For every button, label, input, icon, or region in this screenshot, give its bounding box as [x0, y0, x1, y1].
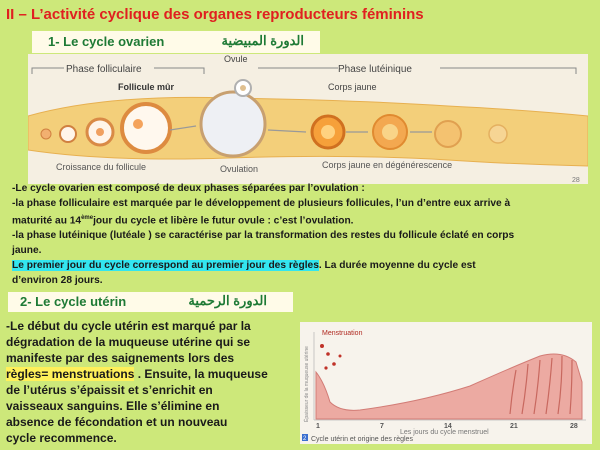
ovule-label: Ovule: [224, 54, 248, 64]
figure-corner-mark: 28: [572, 177, 580, 184]
uterine-lining: [316, 354, 582, 419]
follicule-mur-label: Follicule mûr: [118, 82, 175, 92]
ovulation-label: Ovulation: [220, 164, 259, 174]
text-line: -Le cycle ovarien est composé de deux phases séparées par l’ovulation :: [12, 183, 365, 194]
text-line: -la phase lutéinique (lutéale ) se caractérise par la transformation des restes du follicule éclaté en corps: [12, 230, 515, 242]
highlighted-text: Le premier jour du cycle correspond au premier jour des règles: [12, 260, 319, 272]
x-axis-label: Les jours du cycle menstruel: [400, 429, 489, 436]
text-fragment: . La durée moyenne du cycle est: [318, 260, 476, 272]
text-line: -Le début du cycle utérin est marqué par la: [6, 319, 251, 333]
figure-caption: Cycle utérin et origine des règles: [311, 436, 413, 443]
superscript-ordinal: ème: [81, 215, 94, 221]
phase-folliculaire-label: Phase folliculaire: [66, 64, 142, 75]
corps-jaune-degen-label: Corps jaune en dégénérescence: [322, 160, 453, 170]
text-fragment: maturité au 14: [12, 215, 82, 227]
figure-number: 2: [303, 436, 307, 442]
section-heading-arabic: الدورة المبيضية: [221, 33, 304, 48]
x-tick-label: 28: [570, 423, 578, 430]
uterine-cycle-text: [6, 318, 298, 446]
page-title: II – L’activité cyclique des organes reproducteurs féminins: [6, 6, 424, 23]
text-line: manifeste par des saignements lors des: [6, 351, 235, 365]
y-axis-label: Épaisseur de la muqueuse utérine: [304, 346, 310, 422]
section-heading-label: 1- Le cycle ovarien: [48, 34, 165, 49]
text-line: de l’utérus s’épaissit et s’enrichit en: [6, 383, 213, 397]
x-tick-label: 7: [380, 423, 384, 430]
text-line: absence de fécondation et un nouveau: [6, 415, 228, 429]
uterine-cycle-figure: [300, 322, 592, 444]
corps-jaune-label: Corps jaune: [328, 82, 377, 92]
text-fragment: jour du cycle et libère le futur ovule : c’est l’ovulation.: [93, 215, 354, 227]
text-line: [6, 366, 298, 382]
phase-luteinique-label: Phase lutéinique: [338, 64, 412, 75]
ovarian-cycle-illustration: [28, 54, 588, 184]
text-line: d’environ 28 jours.: [12, 275, 103, 287]
x-tick-label: 14: [444, 423, 452, 430]
uterine-cycle-illustration: [300, 322, 592, 444]
section-heading-ovarian-cycle: [32, 31, 320, 53]
ovarian-cycle-text: [12, 181, 592, 288]
text-line: vaisseaux sanguins. Elle s’élimine en: [6, 399, 220, 413]
text-line: dégradation de la muqueuse utérine qui se: [6, 335, 251, 349]
x-tick-label: 21: [510, 423, 518, 430]
text-line: -la phase folliculaire est marquée par le développement de plusieurs follicules, l’un d’entre eux arrive à: [12, 198, 511, 209]
x-tick-label: 1: [316, 423, 320, 430]
section-heading-arabic: الدورة الرحمية: [188, 293, 267, 308]
menstruation-label: Menstruation: [322, 330, 363, 337]
ovarian-cycle-figure: [28, 54, 588, 184]
ovulation-follicle: [201, 80, 265, 156]
text-fragment: . Ensuite, la muqueuse: [134, 367, 268, 381]
blood-droplets: [320, 344, 342, 370]
section-heading-label: 2- Le cycle utérin: [20, 294, 127, 309]
croissance-label: Croissance du follicule: [56, 162, 147, 172]
section-heading-uterine-cycle: [8, 292, 293, 312]
text-line: [12, 258, 592, 273]
highlighted-text: règles= menstruations: [6, 367, 135, 381]
text-line: cycle recommence.: [6, 431, 117, 445]
text-line: [12, 211, 592, 228]
text-line: jaune.: [12, 245, 42, 257]
